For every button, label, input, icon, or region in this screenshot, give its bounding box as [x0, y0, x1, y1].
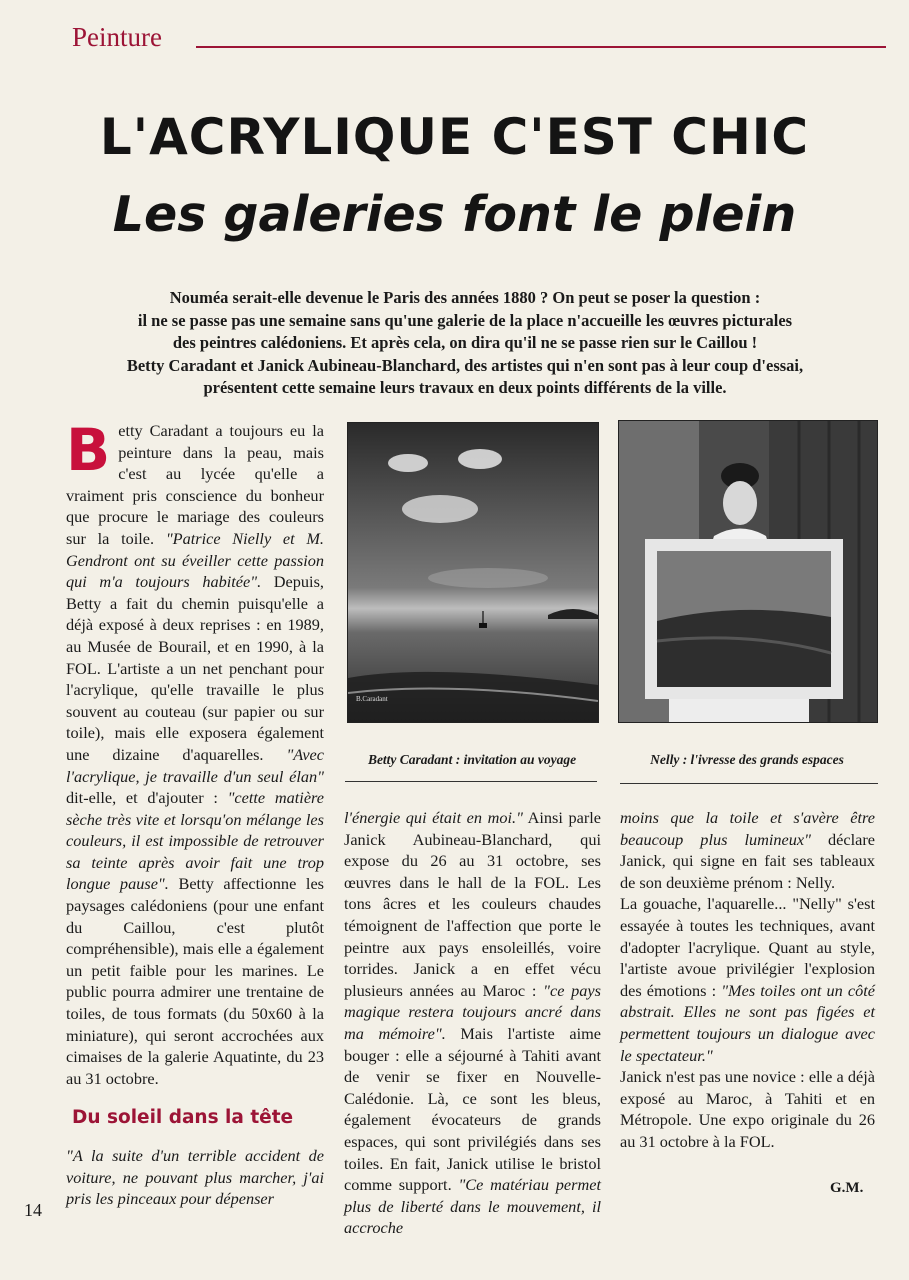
- article-paragraph: [344, 807, 601, 1239]
- text-run: etty Caradant a toujours eu la peinture dans la peau, mais c'est au lycée qu'elle a vraiment pris conscience du bonheur que procure le mariage des couleurs sur la toile.: [66, 421, 324, 548]
- caption-rule: [620, 783, 878, 784]
- subheadline: Les galeries font le plein: [112, 186, 797, 243]
- intro-line: Betty Caradant et Janick Aubineau-Blanchard, des artistes qui n'en sont pas à leur coup d'essai,: [126, 355, 804, 375]
- caption-rule: [345, 781, 597, 782]
- photo-caption: Nelly : l'ivresse des grands espaces: [650, 752, 844, 767]
- author-signature: G.M.: [830, 1180, 864, 1196]
- quote: "Mes toiles ont un côté abstrait. Elles ne sont pas figées et permettent toujours un dialogue avec le spectateur.": [620, 980, 875, 1065]
- intro-paragraph: [70, 287, 860, 400]
- quote: l'énergie qui était en moi.": [344, 808, 523, 827]
- quote: "cette matière sèche très vite et lorsqu'on mélange les couleurs, il est impossible de retrouver sa teinte après avoir fait une trop longue pause".: [66, 788, 325, 894]
- intro-line: il ne se passe pas une semaine sans qu'une galerie de la place n'accueille les œuvres picturales: [137, 310, 793, 330]
- headline: L'ACRYLIQUE C'EST CHIC: [99, 108, 810, 166]
- article-paragraph: "A la suite d'un terrible accident de voiture, ne pouvant plus marcher, j'ai pris les pinceaux pour dépenser: [66, 1146, 324, 1209]
- text-run: La gouache, l'aquarelle... "Nelly" s'est essayée à toutes les techniques, avant d'adopter l'acrylique. Quant au style, l'artiste avoue privilégier l'explosion des émotions :: [620, 894, 875, 1000]
- text-run: Ainsi parle Janick Aubineau-Blanchard, qui expose du 26 au 31 octobre, ses œuvres dans le hall de la FOL. Les tons âcres et les couleurs chaudes témoignent de l'affection que porte le peintre aux pays ensoleillés, voire torrides. Janick a en effet vécu plusieurs années au Maroc :: [344, 808, 601, 1000]
- text-run: dit-elle, et d'ajouter :: [66, 788, 228, 808]
- intro-line: Nouméa serait-elle devenue le Paris des années 1880 ? On peut se poser la question :: [169, 288, 761, 307]
- seascape-painting-photo: [347, 422, 599, 723]
- text-run: Depuis, Betty a fait du chemin puisqu'elle a déjà exposé à deux reprises : en 1989, au Musée de Bourail, et en 1990, à la FOL. L'artiste a un net penchant pour l'acrylique, qu'elle travaille le plus souvent au couteau (sur papier ou sur toile), mais elle exposera également une dizaine d'aquarelles.: [66, 572, 324, 764]
- text-run: Betty affectionne les paysages calédoniens (pour une enfant du Caillou, c'est plutôt compréhensible), mais elle a également un petit faible pour les marines. Le public pourra admirer une trentaine de toiles, de tous formats (du 50x60 à la miniature), qui seront accrochées aux cimaises de la galerie Aquatinte, du 23 au 31 octobre.: [66, 874, 325, 1088]
- text-run: Mais l'artiste aime bouger : elle a séjourné à Tahiti avant de venir se fixer en Nouvelle-Calédonie. Là, ce sont les bleus, également évocateurs de grands espaces, qui sont privilégiés dans ses toiles. En fait, Janick utilise le bristol comme support.: [344, 1023, 601, 1195]
- article-paragraph: [66, 416, 325, 1089]
- quote: "Ce matériau permet plus de liberté dans le mouvement, il accroche: [344, 1175, 601, 1238]
- quote: moins que la toile et s'avère être beaucoup plus lumineux": [620, 808, 875, 849]
- section-subheading: Du soleil dans la tête: [72, 1107, 294, 1129]
- article-paragraph: Janick n'est pas une novice : elle a déjà exposé au Maroc, à Tahiti et en Métropole. Une expo originale du 26 au 31 octobre à la FOL.: [620, 1067, 875, 1151]
- photo-caption: Betty Caradant : invitation au voyage: [367, 752, 577, 767]
- article-column-3: [620, 807, 875, 1153]
- quote: "Avec l'acrylique, je travaille d'un seul élan": [66, 744, 324, 786]
- quote: "Patrice Nielly et M. Gendront ont su éveiller cette passion qui m'a toujours habitée".: [66, 528, 324, 592]
- article-column-2: [344, 807, 601, 1239]
- page-number: 14: [24, 1200, 42, 1220]
- section-label: Peinture: [72, 22, 162, 52]
- article-paragraph: [620, 807, 875, 893]
- artist-with-painting-photo: [618, 420, 878, 723]
- article-column-1: [66, 416, 325, 1210]
- drop-cap: B: [66, 416, 111, 484]
- section-rule: [196, 46, 886, 48]
- intro-line: présentent cette semaine leurs travaux en deux points différents de la ville.: [203, 378, 727, 397]
- text-run: déclare Janick, qui signe en fait ses tableaux de son deuxième prénom : Nelly.: [620, 829, 875, 892]
- quote: "ce pays magique restera toujours ancré dans ma mémoire".: [344, 980, 601, 1043]
- svg-text:B.Caradant: B.Caradant: [356, 695, 388, 703]
- article-paragraph: [620, 893, 875, 1066]
- intro-line: des peintres calédoniens. Et après cela, on dira qu'il ne se passe rien sur le Caillou !: [172, 333, 758, 352]
